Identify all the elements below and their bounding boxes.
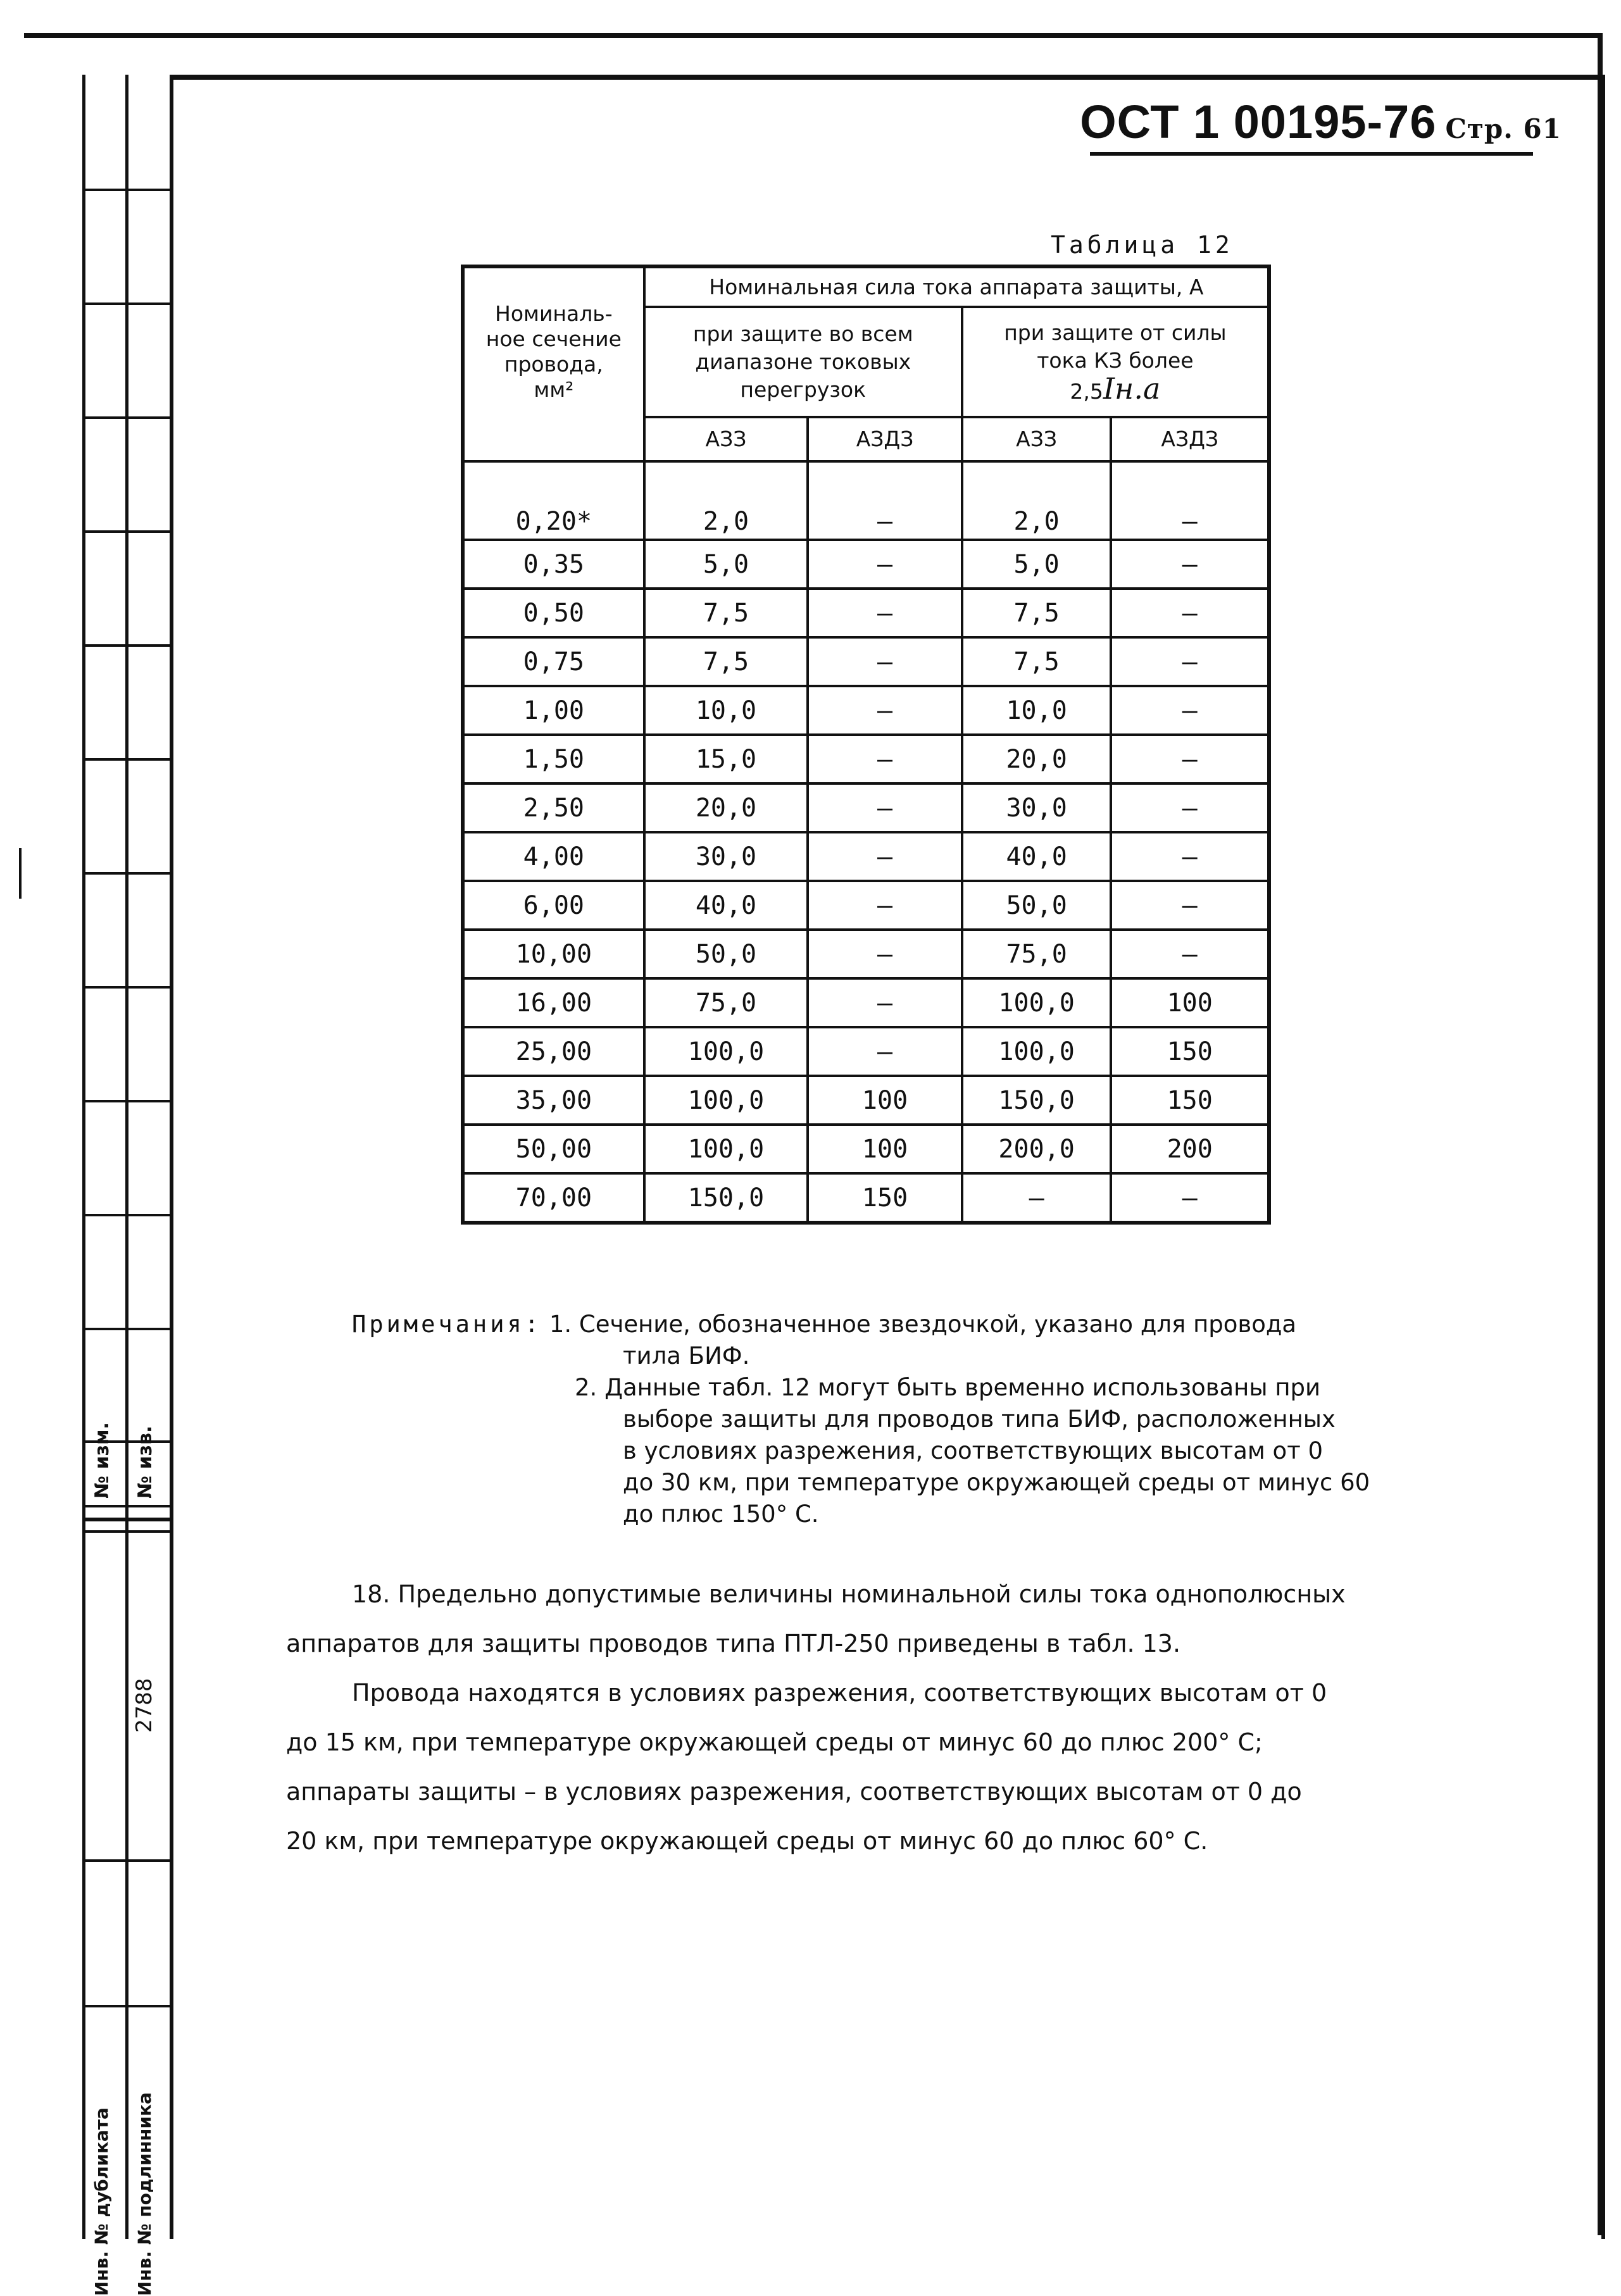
cell-section: 0,35 xyxy=(463,540,644,589)
para-line: Провода находятся в условиях разрежения, соответствующих высотам от 0 xyxy=(352,1679,1327,1707)
strip-divider xyxy=(82,1505,171,1507)
cell-value: – xyxy=(808,1027,962,1076)
note-line: тила БИФ. xyxy=(623,1342,750,1369)
strip-divider xyxy=(82,1214,171,1216)
cell-value: 50,0 xyxy=(962,881,1111,930)
header-line: мм² xyxy=(534,377,574,402)
binding-strip xyxy=(82,75,171,2296)
table-row xyxy=(463,637,1269,686)
strip-divider xyxy=(82,1328,171,1330)
cell-value: – xyxy=(808,881,962,930)
table-row xyxy=(463,735,1269,783)
col-label: АЗДЗ xyxy=(1111,417,1269,461)
cell-value: 5,0 xyxy=(962,540,1111,589)
cell-value: 7,5 xyxy=(644,589,808,637)
para-line: 18. Предельно допустимые величины номинальной силы тока однополюсных xyxy=(352,1580,1346,1608)
cell-value: – xyxy=(1111,461,1269,540)
cell-section: 16,00 xyxy=(463,978,644,1027)
current-table xyxy=(461,265,1271,1225)
cell-value: – xyxy=(962,1173,1111,1223)
table-row xyxy=(463,783,1269,832)
cell-value: 30,0 xyxy=(962,783,1111,832)
header-line: Номиналь- xyxy=(495,301,613,326)
cell-value: – xyxy=(808,540,962,589)
strip-divider xyxy=(82,1100,171,1102)
cell-value: – xyxy=(1111,686,1269,735)
cell-value: 100,0 xyxy=(644,1076,808,1125)
cell-value: 100,0 xyxy=(962,978,1111,1027)
cell-section: 70,00 xyxy=(463,1173,644,1223)
cell-value: 10,0 xyxy=(644,686,808,735)
strip-divider xyxy=(82,530,171,533)
header-line: тока КЗ более xyxy=(1037,347,1194,373)
header-line: диапазоне токовых xyxy=(695,349,911,374)
table-row xyxy=(463,978,1269,1027)
col-label: АЗЗ xyxy=(644,417,808,461)
cell-value: – xyxy=(808,735,962,783)
scan-edge-mark xyxy=(19,848,22,899)
cell-section: 10,00 xyxy=(463,930,644,978)
strip-line-mid xyxy=(125,75,128,2239)
col-header-group1 xyxy=(644,307,962,417)
cell-value: – xyxy=(808,461,962,540)
note-line: в условиях разрежения, соответствующих высотам от 0 xyxy=(623,1437,1324,1464)
note-line: до плюс 150° С. xyxy=(623,1501,819,1528)
table-row xyxy=(463,589,1269,637)
table-row xyxy=(463,930,1269,978)
strip-label-dubl: Инв. № дубликата xyxy=(91,2107,112,2296)
cell-value: 2,0 xyxy=(962,461,1111,540)
strip-line-left xyxy=(82,75,85,2239)
cell-value: – xyxy=(1111,1173,1269,1223)
cell-section: 35,00 xyxy=(463,1076,644,1125)
strip-divider xyxy=(82,758,171,761)
strip-divider xyxy=(82,1518,171,1521)
paragraph-18 xyxy=(286,1569,1520,1668)
strip-divider xyxy=(82,2005,171,2007)
cell-value: – xyxy=(808,589,962,637)
cell-value: 100 xyxy=(808,1076,962,1125)
cell-value: 200,0 xyxy=(962,1125,1111,1173)
col-header-group2 xyxy=(962,307,1269,417)
strip-divider xyxy=(82,1859,171,1862)
cell-section: 0,20* xyxy=(463,461,644,540)
cell-value: 150 xyxy=(1111,1027,1269,1076)
cell-value: – xyxy=(808,930,962,978)
cell-value: 15,0 xyxy=(644,735,808,783)
table-row xyxy=(463,1027,1269,1076)
header-line: ное сечение xyxy=(485,326,622,351)
cell-value: – xyxy=(1111,832,1269,881)
cell-value: 100 xyxy=(1111,978,1269,1027)
cell-value: 150 xyxy=(808,1173,962,1223)
cell-value: 75,0 xyxy=(644,978,808,1027)
para-line: аппаратов для защиты проводов типа ПТЛ-250 приведены в табл. 13. xyxy=(286,1630,1181,1657)
col-label: АЗЗ xyxy=(962,417,1111,461)
cell-value: 150 xyxy=(1111,1076,1269,1125)
header-line: при защите во всем xyxy=(692,321,913,346)
col-header-section xyxy=(463,266,644,461)
cell-value: 200 xyxy=(1111,1125,1269,1173)
table-row xyxy=(463,461,1269,540)
header-line xyxy=(963,371,1267,406)
strip-label-izm: № изм. xyxy=(91,1422,113,1499)
cell-value: – xyxy=(808,686,962,735)
table-row xyxy=(463,1173,1269,1223)
table-row xyxy=(463,540,1269,589)
table-row xyxy=(463,832,1269,881)
strip-divider xyxy=(82,1530,171,1533)
cell-value: 20,0 xyxy=(644,783,808,832)
cell-value: 100 xyxy=(808,1125,962,1173)
cell-section: 1,50 xyxy=(463,735,644,783)
note-line: выборе защиты для проводов типа БИФ, расположенных xyxy=(623,1406,1336,1433)
notes-block xyxy=(352,1309,1491,1530)
cell-value: – xyxy=(808,978,962,1027)
cell-section: 50,00 xyxy=(463,1125,644,1173)
cell-section: 2,50 xyxy=(463,783,644,832)
cell-value: 150,0 xyxy=(962,1076,1111,1125)
header-line: провода, xyxy=(504,351,603,377)
para-line: до 15 км, при температуре окружающей среды от минус 60 до плюс 200° С; xyxy=(286,1728,1263,1756)
cell-value: – xyxy=(808,832,962,881)
cell-value: – xyxy=(1111,589,1269,637)
cell-value: 10,0 xyxy=(962,686,1111,735)
cell-value: 7,5 xyxy=(962,589,1111,637)
cell-value: – xyxy=(808,637,962,686)
doc-code-text: ОСТ 1 00195-76 xyxy=(1080,96,1437,148)
cell-value: 100,0 xyxy=(644,1027,808,1076)
cell-value: – xyxy=(1111,735,1269,783)
strip-divider xyxy=(82,416,171,419)
col-label: АЗДЗ xyxy=(808,417,962,461)
header-line: перегрузок xyxy=(740,377,867,402)
para-line: аппараты защиты – в условиях разрежения, соответствующих высотам от 0 до xyxy=(286,1778,1302,1806)
doc-code-underline xyxy=(1090,152,1533,156)
table-row xyxy=(463,1076,1269,1125)
notes-label: Примечания: xyxy=(352,1311,542,1338)
para-line: 20 км, при температуре окружающей среды от минус 60 до плюс 60° С. xyxy=(286,1827,1208,1855)
strip-number: 2788 xyxy=(132,1678,157,1733)
note-line: 2. Данные табл. 12 могут быть временно использованы при xyxy=(575,1374,1321,1401)
cell-section: 1,00 xyxy=(463,686,644,735)
cell-value: 30,0 xyxy=(644,832,808,881)
strip-divider xyxy=(82,644,171,647)
doc-code xyxy=(1080,95,1562,149)
note-line: до 30 км, при температуре окружающей среды от минус 60 xyxy=(623,1469,1370,1496)
strip-divider xyxy=(82,872,171,875)
cell-value: – xyxy=(1111,930,1269,978)
note-line xyxy=(352,1309,1491,1340)
cell-value: – xyxy=(808,783,962,832)
cell-value: 50,0 xyxy=(644,930,808,978)
paragraph-conditions xyxy=(286,1668,1520,1866)
strip-label-podl: Инв. № подлинника xyxy=(134,2092,155,2296)
cell-value: 5,0 xyxy=(644,540,808,589)
cell-section: 25,00 xyxy=(463,1027,644,1076)
cell-value: – xyxy=(1111,783,1269,832)
header-coef: 2,5 xyxy=(1070,378,1103,404)
col-header-main: Номинальная сила тока аппарата защиты, А xyxy=(644,266,1269,307)
cell-section: 0,50 xyxy=(463,589,644,637)
cell-section: 0,75 xyxy=(463,637,644,686)
cell-value: 7,5 xyxy=(962,637,1111,686)
cell-value: – xyxy=(1111,881,1269,930)
cell-value: 7,5 xyxy=(644,637,808,686)
page-number: Стр. 61 xyxy=(1445,113,1562,144)
cell-value: 2,0 xyxy=(644,461,808,540)
table-row xyxy=(463,1125,1269,1173)
table-title: Таблица 12 xyxy=(1051,231,1234,259)
strip-label-izv: № изв. xyxy=(134,1425,156,1499)
cell-value: – xyxy=(1111,540,1269,589)
cell-section: 6,00 xyxy=(463,881,644,930)
cell-value: 40,0 xyxy=(962,832,1111,881)
cell-value: 20,0 xyxy=(962,735,1111,783)
cell-value: 100,0 xyxy=(962,1027,1111,1076)
cell-value: 150,0 xyxy=(644,1173,808,1223)
cell-value: 40,0 xyxy=(644,881,808,930)
header-symbol: Iн.а xyxy=(1103,371,1161,406)
header-line: при защите от силы xyxy=(1004,320,1227,345)
strip-divider xyxy=(82,189,171,191)
strip-divider xyxy=(82,986,171,989)
table-row xyxy=(463,881,1269,930)
cell-value: 75,0 xyxy=(962,930,1111,978)
strip-divider xyxy=(82,303,171,305)
cell-section: 4,00 xyxy=(463,832,644,881)
cell-value: 100,0 xyxy=(644,1125,808,1173)
cell-value: – xyxy=(1111,637,1269,686)
table-row xyxy=(463,686,1269,735)
note-text: 1. Сечение, обозначенное звездочкой, указано для провода xyxy=(549,1311,1297,1338)
